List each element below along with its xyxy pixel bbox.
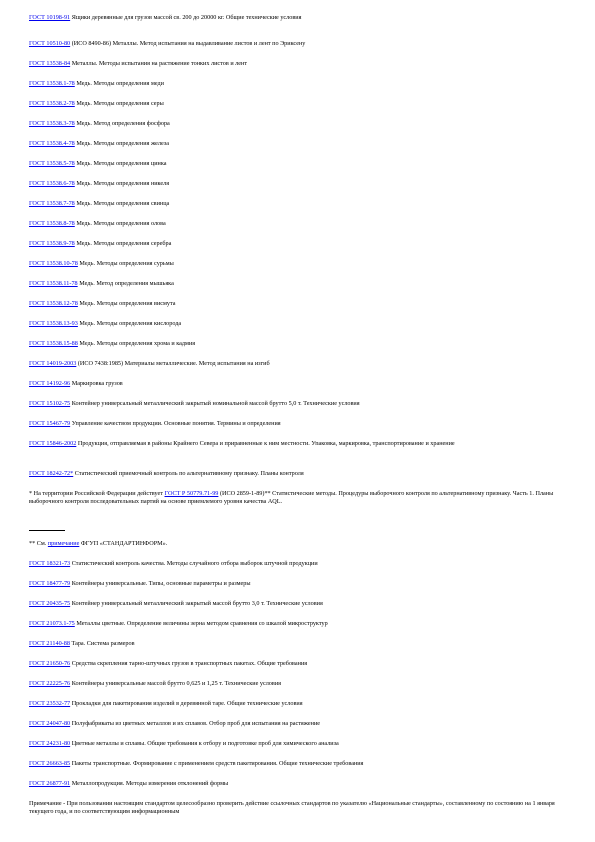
standard-link[interactable]: ГОСТ 13538.4-78 bbox=[29, 140, 75, 147]
reference-entry bbox=[29, 380, 123, 388]
entry-title: Продукция, отправляемая в районы Крайнего Севера и приравненные к ним местности. Упаковка, маркировка, транспортирование и хранение bbox=[77, 440, 455, 447]
footnote-secondary bbox=[29, 540, 167, 548]
reference-entry bbox=[29, 60, 247, 68]
note-link[interactable]: примечание bbox=[47, 540, 80, 547]
entry-title: (ИСО 7438:1985) Материалы металлические. Метод испытания на изгиб bbox=[77, 360, 270, 367]
standard-link[interactable]: ГОСТ 13538.6-78 bbox=[29, 180, 75, 187]
entry-title: Медь. Метод определения мышьяка bbox=[79, 280, 174, 287]
entry-title: Металлопродукция. Методы измерения отклонений формы bbox=[71, 780, 229, 787]
entry-title: Металлы. Методы испытания на растяжение тонких листов и лент bbox=[71, 60, 248, 67]
reference-entry bbox=[29, 600, 323, 608]
entry-title: Контейнеры универсальные. Типы, основные параметры и размеры bbox=[71, 580, 251, 587]
standard-link[interactable]: ГОСТ 10198-91 bbox=[29, 14, 71, 21]
standard-link[interactable]: ГОСТ 13538.10-78 bbox=[29, 260, 78, 267]
standard-link[interactable]: ГОСТ 14192-96 bbox=[29, 380, 71, 387]
standard-link[interactable]: ГОСТ 18477-79 bbox=[29, 580, 71, 587]
entry-title: Статистический контроль качества. Методы случайного отбора выборок штучной продукции bbox=[71, 560, 318, 567]
entry-title: Медь. Методы определения кислорода bbox=[79, 320, 182, 327]
reference-entry bbox=[29, 640, 135, 648]
entry-title: Медь. Методы определения олова bbox=[76, 220, 166, 227]
standard-link[interactable]: ГОСТ 10510-80 bbox=[29, 40, 71, 47]
standard-link[interactable]: ГОСТ 24047-80 bbox=[29, 720, 71, 727]
entry-title: Цветные металлы и сплавы. Общие требования к отбору и подготовке проб для химического анализа bbox=[71, 740, 339, 747]
standard-link[interactable]: ГОСТ 14019-2003 bbox=[29, 360, 77, 367]
reference-entry bbox=[29, 470, 304, 478]
standard-link[interactable]: ГОСТ 13538.1-78 bbox=[29, 80, 75, 87]
standard-link[interactable]: ГОСТ 13538.5-78 bbox=[29, 160, 75, 167]
reference-entry bbox=[29, 620, 328, 628]
reference-entry bbox=[29, 440, 564, 448]
reference-entry bbox=[29, 120, 170, 128]
standard-link[interactable]: ГОСТ 21140-88 bbox=[29, 640, 70, 647]
reference-entry bbox=[29, 80, 164, 88]
entry-title: Полуфабрикаты из цветных металлов и их сплавов. Отбор проб для испытания на растяжение bbox=[71, 720, 321, 727]
standard-link[interactable]: ГОСТ 21073.1-75 bbox=[29, 620, 75, 627]
standard-link[interactable]: ГОСТ 21650-76 bbox=[29, 660, 71, 667]
entry-title: Медь. Методы определения сурьмы bbox=[79, 260, 174, 267]
standard-link[interactable]: ГОСТ 18321-73 bbox=[29, 560, 71, 567]
entry-title: Медь. Методы определения меди bbox=[76, 80, 164, 87]
standard-link[interactable]: ГОСТ 13538.7-78 bbox=[29, 200, 75, 207]
reference-entry bbox=[29, 220, 166, 228]
entry-title: Медь. Методы определения серы bbox=[76, 100, 164, 107]
entry-title: Маркировка грузов bbox=[71, 380, 123, 387]
standard-link[interactable]: ГОСТ 13538.11-78 bbox=[29, 280, 78, 287]
entry-title: Медь. Методы определения хрома и кадмия bbox=[79, 340, 196, 347]
standard-link[interactable]: ГОСТ 20435-75 bbox=[29, 600, 71, 607]
entry-title: Управление качеством продукции. Основные понятия. Термины и определения bbox=[71, 420, 281, 427]
entry-title: Статистический приемочный контроль по альтернативному признаку. Планы контроля bbox=[74, 470, 304, 477]
entry-title: Контейнер универсальный металлический закрытый номинальной массой брутто 5,0 т. Технические условия bbox=[71, 400, 360, 407]
standard-link[interactable]: ГОСТ Р 50779.71-99 bbox=[164, 490, 219, 497]
standard-link[interactable]: ГОСТ 13538.12-78 bbox=[29, 300, 78, 307]
reference-entry bbox=[29, 260, 174, 268]
standard-link[interactable]: ГОСТ 13538.8-78 bbox=[29, 220, 75, 227]
standard-link[interactable]: ГОСТ 22225-76 bbox=[29, 680, 71, 687]
standard-link[interactable]: ГОСТ 13538.13-93 bbox=[29, 320, 78, 327]
reference-entry bbox=[29, 420, 281, 428]
reference-entry bbox=[29, 200, 169, 208]
entry-title: Медь. Метод определения фосфора bbox=[76, 120, 170, 127]
reference-entry bbox=[29, 240, 171, 248]
footnote bbox=[29, 490, 564, 506]
reference-entry bbox=[29, 340, 195, 348]
entry-title: Ящики деревянные для грузов массой св. 200 до 20000 кг. Общие технические условия bbox=[71, 14, 302, 21]
reference-entry bbox=[29, 660, 307, 668]
standard-link[interactable]: ГОСТ 18242-72* bbox=[29, 470, 74, 477]
standard-link[interactable]: ГОСТ 23532-77 bbox=[29, 700, 71, 707]
reference-entry bbox=[29, 680, 281, 688]
entry-title: Медь. Методы определения никеля bbox=[76, 180, 170, 187]
reference-entry bbox=[29, 300, 176, 308]
standard-link[interactable]: ГОСТ 24231-80 bbox=[29, 740, 71, 747]
standard-link[interactable]: ГОСТ 13538.3-78 bbox=[29, 120, 75, 127]
standard-link[interactable]: ГОСТ 13538.15-88 bbox=[29, 340, 78, 347]
reference-entry bbox=[29, 580, 251, 588]
entry-title: Прокладки для пакетирования изделий в деревянной таре. Общие технические условия bbox=[71, 700, 303, 707]
reference-entry bbox=[29, 180, 169, 188]
reference-entry bbox=[29, 40, 305, 48]
entry-title: Пакеты транспортные. Формирование с применением средств пакетирования. Общие технические требования bbox=[71, 760, 364, 767]
entry-title: Медь. Методы определения свинца bbox=[76, 200, 170, 207]
entry-title: Металлы цветные. Определение величины зерна методом сравнения со шкалой микроструктур bbox=[76, 620, 328, 627]
reference-entry bbox=[29, 160, 167, 168]
standard-link[interactable]: ГОСТ 26663-85 bbox=[29, 760, 71, 767]
reference-entry bbox=[29, 100, 164, 108]
footnote-divider bbox=[29, 530, 65, 531]
entry-title: Контейнер универсальный металлический закрытый массой брутто 3,0 т. Технические условия bbox=[71, 600, 323, 607]
note-suffix: ФГУП «СТАНДАРТИНФОРМ». bbox=[80, 540, 168, 547]
note-prefix: ** См. bbox=[29, 540, 47, 547]
reference-entry bbox=[29, 360, 270, 368]
reference-entry bbox=[29, 280, 174, 288]
closing-note: Примечание - При пользовании настоящим стандартом целесообразно проверить действие ссылочных стандартов по указателю «Национальные стандарты», составленному по состоянию на 1 января текущего года, и по соответствующим информационным bbox=[29, 800, 555, 815]
reference-entry bbox=[29, 14, 301, 22]
entry-title: Контейнеры универсальные массой брутто 0,625 и 1,25 т. Технические условия bbox=[71, 680, 281, 687]
entry-title: Медь. Методы определения цинка bbox=[76, 160, 167, 167]
entry-title: (ИСО 8490-86) Металлы. Метод испытания на выдавливание листов и лент по Эриксену bbox=[71, 40, 306, 47]
reference-entry bbox=[29, 560, 318, 568]
reference-entry bbox=[29, 700, 303, 708]
reference-entry bbox=[29, 720, 320, 728]
reference-entry bbox=[29, 140, 169, 148]
standard-link[interactable]: ГОСТ 13538.9-78 bbox=[29, 240, 75, 247]
entry-title: Медь. Методы определения висмута bbox=[79, 300, 176, 307]
entry-title: Тара. Система размеров bbox=[71, 640, 135, 647]
reference-entry bbox=[29, 740, 339, 748]
standard-link[interactable]: ГОСТ 13538-84 bbox=[29, 60, 71, 67]
footnote-suffix: (ИСО 2859-1-89)** Статистические методы. Процедуры выборочного контроля по альтернативному признаку. Часть 1. Планы выборочного контроля последовательных партий на основе приемлемого уровня качества AQL. bbox=[29, 490, 554, 505]
standard-link[interactable]: ГОСТ 26877-91 bbox=[29, 780, 71, 787]
standard-link[interactable]: ГОСТ 13538.2-78 bbox=[29, 100, 75, 107]
standard-link[interactable]: ГОСТ 15102-75 bbox=[29, 400, 71, 407]
entry-title: Медь. Методы определения железа bbox=[76, 140, 169, 147]
reference-entry bbox=[29, 320, 181, 328]
reference-entry bbox=[29, 780, 228, 788]
reference-entry bbox=[29, 400, 360, 408]
entry-title: Средства скрепления тарно-штучных грузов в транспортных пакетах. Общие требования bbox=[71, 660, 308, 667]
entry-title: Медь. Методы определения серебра bbox=[76, 240, 172, 247]
standard-link[interactable]: ГОСТ 15846-2002 bbox=[29, 440, 77, 447]
footnote-prefix: * На территории Российской Федерации действует bbox=[29, 490, 163, 497]
standard-link[interactable]: ГОСТ 15467-79 bbox=[29, 420, 71, 427]
reference-entry bbox=[29, 760, 363, 768]
